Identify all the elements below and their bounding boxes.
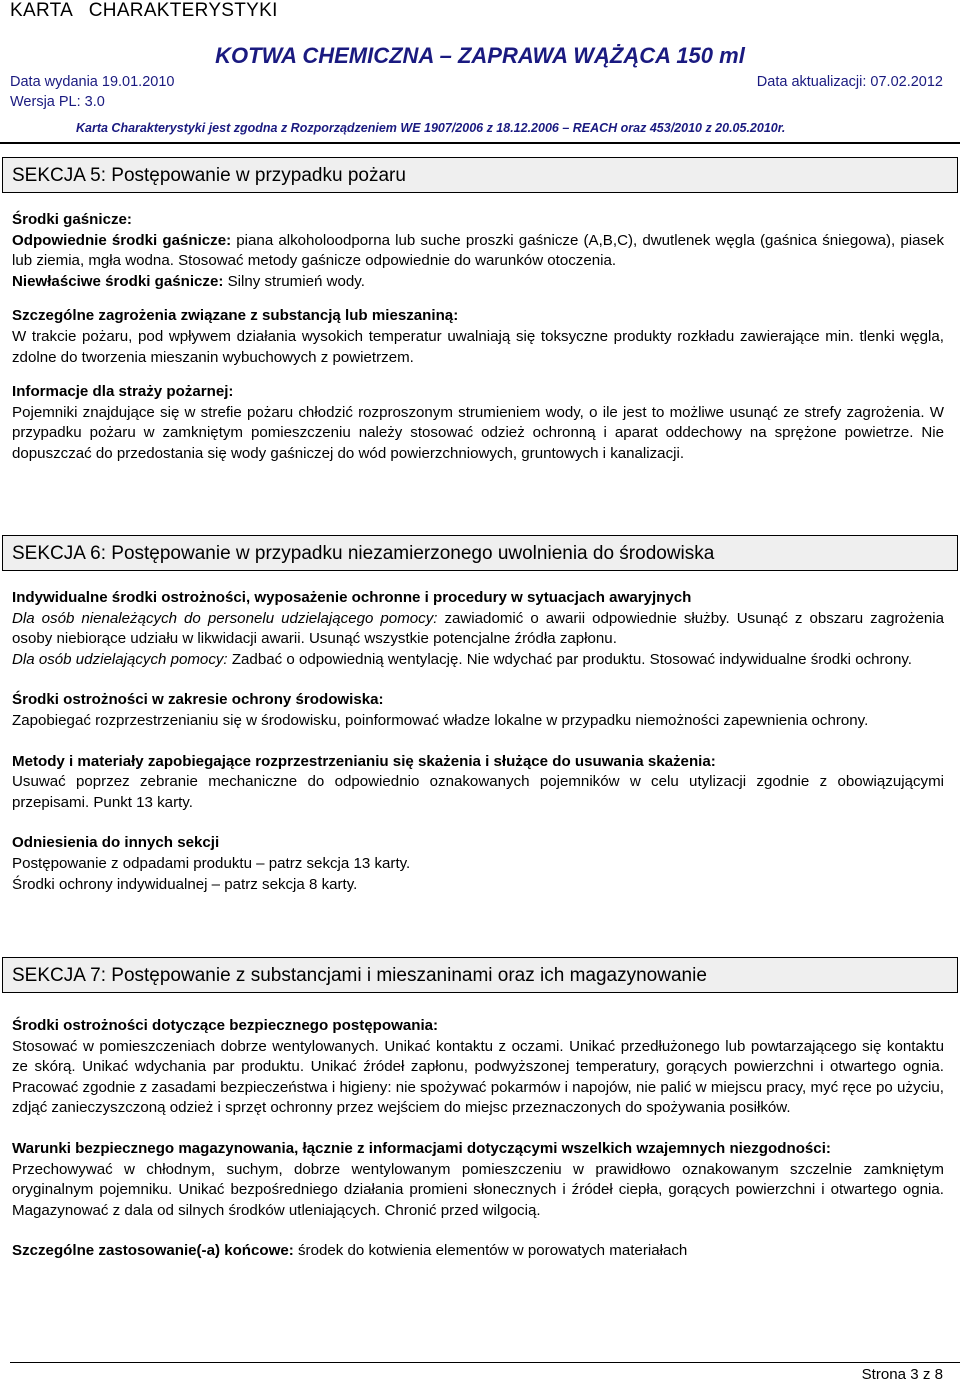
references-heading: Odniesienia do innych sekcji: [12, 834, 220, 852]
document-type: KARTA CHARAKTERYSTYKI: [10, 0, 278, 21]
emergency-responders: [12, 650, 944, 671]
storage-heading: Warunki bezpiecznego magazynowania, łącznie z informacjami dotyczącymi wszelkich wzajemnych niezgodności:: [12, 1139, 831, 1157]
hazards-text: W trakcie pożaru, pod wpływem działania wysokich temperatur uwalniają się toksyczne produkty rozkładu zawierające min. tlenki węgla, zdolne do tworzenia mieszanin wybuchowych z powietrzem.: [12, 327, 944, 366]
non-emergency-label: Dla osób nienależących do personelu udzielającego pomocy:: [12, 609, 438, 627]
non-emergency-personnel: [12, 609, 944, 650]
personal-precautions-heading: Indywidualne środki ostrożności, wyposażenie ochronne i procedury w sytuacjach awaryjnych: [12, 589, 692, 606]
responders-label: Dla osób udzielających pomocy:: [12, 650, 228, 668]
unsuitable-media-text: Silny strumień wody.: [223, 272, 365, 290]
regulation-note: Karta Charakterystyki jest zgodna z Rozporządzeniem WE 1907/2006 z 18.12.2006 – REACH oraz 453/2010 z 20.05.2010r.: [76, 121, 786, 135]
update-date: Data aktualizacji: 07.02.2012: [756, 74, 943, 90]
section-6-header: [2, 535, 958, 571]
suitable-media-label: Odpowiednie środki gaśnicze:: [12, 231, 232, 249]
product-title: KOTWA CHEMICZNA – ZAPRAWA WĄŻĄCA 150 ml: [215, 43, 745, 68]
section-7-title: SEKCJA 7: Postępowanie z substancjami i mieszaninami oraz ich magazynowanie: [12, 965, 707, 986]
safe-handling-text: Stosować w pomieszczeniach dobrze wentylowanych. Unikać kontaktu z oczami. Unikać przedłużonego lub powtarzającego się kontaktu ze skórą. Unikać wdychania par produktu. Unikać źródeł zapłonu, podwyższonej temperatury, gorących powierzchni i otwartego ognia. Pracować zgodnie z zasadami bezpieczeństwa i higieny: nie spożywać pokarmów i napojów, nie palić w miejscu pracy, myć ręce po użyciu, zdjąć zanieczyszczoną odzież i sprzęt ochronny przez wejściem do miejsc przeznaczonych do spożywania posiłków.: [12, 1037, 944, 1117]
section-5-title: SEKCJA 5: Postępowanie w przypadku pożaru: [12, 165, 406, 186]
section-6-title: SEKCJA 6: Postępowanie w przypadku niezamierzonego uwolnienia do środowiska: [12, 543, 715, 564]
suitable-media: [12, 231, 944, 272]
cleanup-methods-text: Usuwać poprzez zebranie mechaniczne do odpowiednio oznakowanych pojemników w celu utylizacji zgodnie z obowiązującymi przepisami. Punkt 13 karty.: [12, 773, 944, 811]
responders-text: Zadbać o odpowiednią wentylację. Nie wdychać par produktu. Stosować indywidualne środki ochrony.: [227, 650, 912, 668]
firefighters-heading: Informacje dla straży pożarnej:: [12, 383, 234, 401]
unsuitable-media-label: Niewłaściwe środki gaśnicze:: [12, 272, 224, 290]
firefighters-text: Pojemniki znajdujące się w strefie pożaru chłodzić rozproszonym strumieniem wody, o ile jest to możliwe usunąć ze strefy zagrożenia. W przypadku pożaru w zamkniętym pomieszczeniu należy stosować odzież ochronną i aparat oddechowy na sprężone powietrze. Nie dopuszczać do przedostania się wody gaśniczej do wód powierzchniowych, gruntowych i kanalizacji.: [12, 403, 944, 462]
cleanup-methods-heading: Metody i materiały zapobiegające rozprzestrzenianiu się skażenia i służące do usuwania skażenia:: [12, 752, 716, 770]
end-use: [12, 1241, 944, 1262]
hazards-heading: Szczególne zagrożenia związane z substancją lub mieszaniną:: [12, 307, 459, 325]
environmental-heading: Środki ostrożności w zakresie ochrony środowiska:: [12, 691, 384, 709]
footer-divider: [10, 1362, 960, 1363]
references-line-1: Postępowanie z odpadami produktu – patrz sekcja 13 karty.: [12, 854, 411, 872]
non-emergency-text: zawiadomić o awarii odpowiednie służby. Usunąć z obszaru zagrożenia osoby niebiorące udziału w likwidacji awarii. Usunąć wszystkie potencjalne źródła zapłonu.: [12, 609, 944, 648]
section-5-header: [2, 157, 958, 193]
extinguishing-heading: Środki gaśnicze:: [12, 211, 132, 228]
section-7-header: [2, 957, 958, 993]
safe-handling-heading: Środki ostrożności dotyczące bezpiecznego postępowania:: [12, 1017, 439, 1034]
storage-text: Przechowywać w chłodnym, suchym, dobrze wentylowanym pomieszczeniu w prawidłowo oznakowanym szczelnie zamkniętym oryginalnym pojemniku. Unikać bezpośredniego działania promieni słonecznych i źródeł ciepła, gorących powierzchni i otwartego ognia. Magazynować z dala od silnych środków utleniających. Chronić przed wilgocią.: [12, 1160, 944, 1219]
page-number: Strona 3 z 8: [861, 1366, 943, 1383]
references-line-2: Środki ochrony indywidualnej – patrz sekcja 8 karty.: [12, 875, 358, 893]
unsuitable-media: [12, 272, 944, 293]
issue-date: Data wydania 19.01.2010: [10, 74, 175, 90]
environmental-text: Zapobiegać rozprzestrzenianiu się w środowisku, poinformować władze lokalne w przypadku niemożności zapewnienia ochrony.: [12, 711, 869, 729]
section-6-body: [12, 588, 944, 895]
end-use-text: środek do kotwienia elementów w porowatych materiałach: [293, 1242, 688, 1260]
header-divider: [0, 142, 960, 144]
suitable-media-text: piana alkoholoodporna lub suche proszki gaśnicze (A,B,C), dwutlenek węgla (gaśnica śniegowa), piasek lub ziemia, mgła wodna. Stosować metody gaśnicze odpowiednie do warunków otoczenia.: [12, 231, 944, 270]
section-7-body: [12, 1016, 944, 1262]
end-use-label: Szczególne zastosowanie(-a) końcowe:: [12, 1242, 294, 1260]
section-5-body: [12, 210, 944, 465]
version: Wersja PL: 3.0: [10, 94, 105, 110]
